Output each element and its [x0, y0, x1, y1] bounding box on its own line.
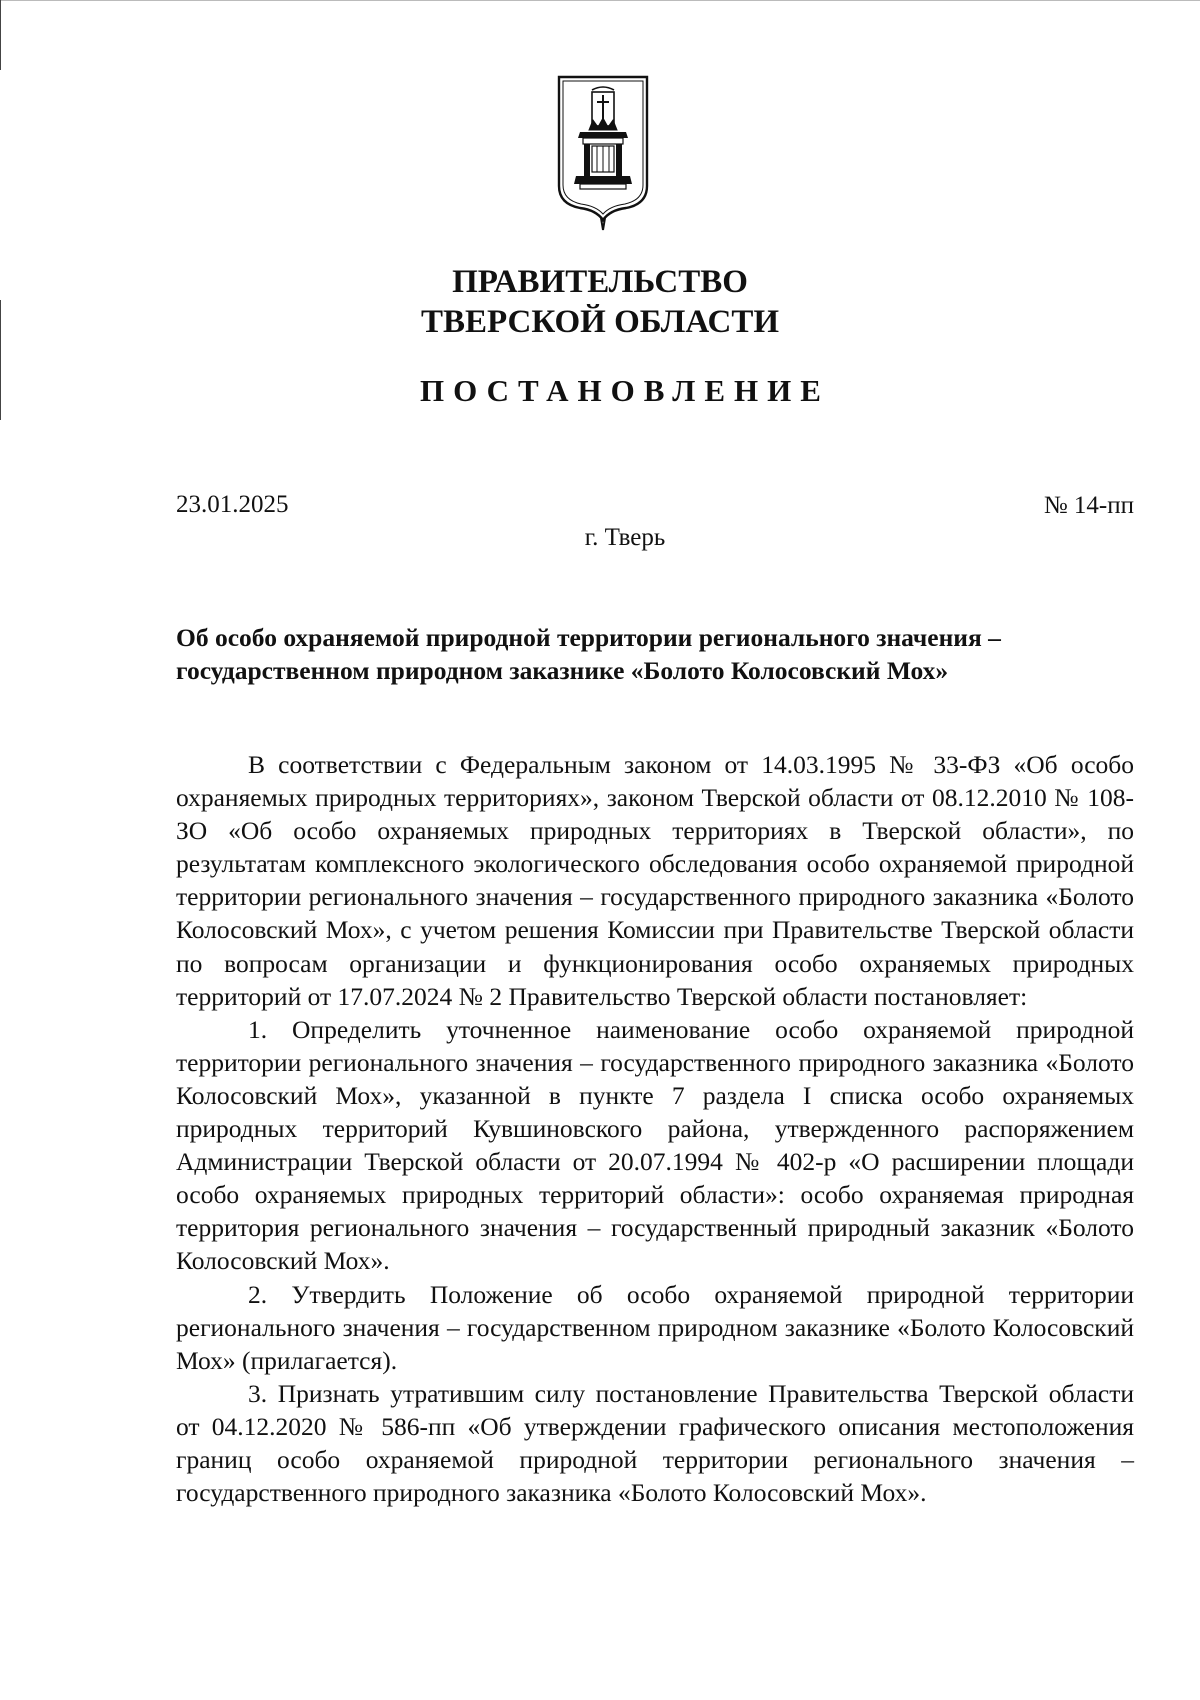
government-name-line2: ТВЕРСКОЙ ОБЛАСТИ: [420, 304, 780, 340]
tver-coat-of-arms-icon: [556, 74, 650, 234]
scan-top-edge: [0, 0, 1200, 1]
document-number: № 14-пп: [1043, 492, 1134, 519]
document-body: [176, 748, 1134, 1509]
body-item-3: 3. Признать утратившим силу постановление Правительства Тверской области от 04.12.2020 № 586-пп «Об утверждении графического описания местоположения границ особо охраняемой природной территории регионального значения – государственного природного заказника «Болото Колосовский Мох».: [176, 1378, 1134, 1508]
government-name-line1: ПРАВИТЕЛЬСТВО: [452, 264, 748, 300]
body-preamble: В соответствии с Федеральным законом от 14.03.1995 № 33-ФЗ «Об особо охраняемых природных территориях», законом Тверской области от 08.12.2010 № 108-ЗО «Об особо охраняемых природных территориях в Тверской области», по результатам комплексного экологического обследования особо охраняемой природной территории регионального значения – государственного природного заказника «Болото Колосовский Мох», с учетом решения Комиссии при Правительстве Тверской области по вопросам организации и функционирования особо охраняемых природных территорий от 17.07.2024 № 2 Правительство Тверской области постановляет:: [176, 750, 1134, 1011]
document-city: г. Тверь: [584, 524, 666, 551]
document-type-title: ПОСТАНОВЛЕНИЕ: [420, 373, 830, 408]
document-date: 23.01.2025: [176, 491, 289, 518]
body-item-1: 1. Определить уточненное наименование особо охраняемой природной территории регионального значения – государственного природного заказника «Болото Колосовский Мох», указанной в пункте 7 раздела I списка особо охраняемых природных территорий Кувшиновского района, утвержденного распоряжением Администрации Тверской области от 20.07.1994 № 402-р «О расширении площади особо охраняемых природных территорий области»: особо охраняемая природная территория регионального значения – государственный природный заказник «Болото Колосовский Мох».: [176, 1014, 1134, 1276]
scan-left-edge: [0, 0, 1, 70]
body-item-2: 2. Утвердить Положение об особо охраняемой природной территории регионального значения – государственном природном заказнике «Болото Колосовский Мох» (прилагается).: [176, 1279, 1134, 1375]
document-subject: Об особо охраняемой природной территории регионального значения – государственном природном заказнике «Болото Колосовский Мох»: [176, 623, 1001, 685]
